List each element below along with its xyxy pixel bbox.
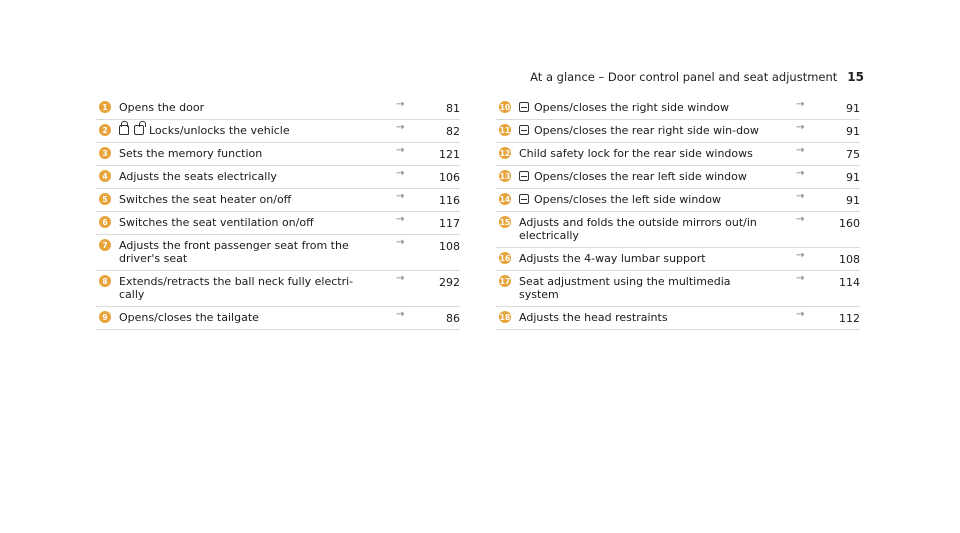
item-description	[119, 239, 369, 265]
item-description	[119, 193, 369, 206]
item-number-badge: 16	[499, 253, 511, 263]
item-description	[519, 193, 769, 206]
reference-arrow-icon: →	[796, 99, 805, 110]
header-title: At a glance – Door control panel and seat adjustment	[530, 70, 838, 84]
item-number-badge: 2	[99, 124, 111, 136]
item-number-badge: 9	[99, 311, 111, 323]
item-text: Adjusts the front passenger seat from the driver's seat	[119, 239, 349, 265]
item-text: Opens/closes the rear right side win-dow	[534, 124, 759, 137]
item-text: Seat adjustment using the multimedia system	[519, 275, 731, 301]
page-reference-link[interactable]: 112	[839, 312, 860, 325]
item-number-badge: 4	[99, 170, 111, 182]
item-description	[119, 147, 369, 160]
list-item	[496, 271, 860, 307]
page-reference-link[interactable]: 91	[846, 102, 860, 115]
reference-arrow-icon: →	[396, 309, 405, 320]
item-number-badge: 7	[99, 239, 111, 251]
item-description	[119, 216, 369, 229]
page-reference-link[interactable]: 81	[446, 102, 460, 115]
list-item	[496, 307, 860, 330]
page-reference-link[interactable]: 91	[846, 125, 860, 138]
item-number-badge: 10	[499, 102, 511, 112]
item-description	[519, 216, 769, 242]
list-item	[496, 97, 860, 120]
page-reference-link[interactable]: 117	[439, 217, 460, 230]
reference-arrow-icon: →	[396, 273, 405, 284]
list-item	[96, 271, 460, 307]
item-description	[119, 275, 369, 301]
reference-arrow-icon: →	[796, 273, 805, 284]
window-icon	[519, 125, 529, 135]
item-text: Opens the door	[119, 101, 205, 114]
item-description	[519, 124, 769, 137]
item-number-badge: 15	[499, 217, 511, 227]
item-description	[519, 311, 769, 324]
item-text: Opens/closes the left side window	[534, 193, 722, 206]
item-text: Switches the seat heater on/off	[119, 193, 292, 206]
window-icon	[519, 194, 529, 204]
right-column	[496, 97, 860, 330]
window-icon	[519, 102, 529, 112]
reference-arrow-icon: →	[396, 237, 405, 248]
item-number-badge: 14	[499, 194, 511, 204]
item-number-badge: 5	[99, 193, 111, 205]
item-text: Adjusts the seats electrically	[119, 170, 277, 183]
page-reference-link[interactable]: 108	[439, 240, 460, 253]
list-item	[496, 166, 860, 189]
reference-arrow-icon: →	[396, 168, 405, 179]
reference-arrow-icon: →	[796, 309, 805, 320]
item-description	[119, 101, 369, 114]
page-reference-link[interactable]: 91	[846, 171, 860, 184]
item-number-badge: 8	[99, 275, 111, 287]
list-item	[496, 212, 860, 248]
item-description	[519, 147, 769, 160]
page-reference-link[interactable]: 121	[439, 148, 460, 161]
item-text: Opens/closes the tailgate	[119, 311, 259, 324]
item-number-badge: 17	[499, 276, 511, 286]
list-item	[496, 143, 860, 166]
item-description	[119, 311, 369, 324]
item-number-badge: 1	[99, 101, 111, 113]
item-text: Switches the seat ventilation on/off	[119, 216, 314, 229]
page-number: 15	[847, 70, 864, 84]
reference-arrow-icon: →	[796, 191, 805, 202]
item-text: Child safety lock for the rear side windows	[519, 147, 753, 160]
page-reference-link[interactable]: 82	[446, 125, 460, 138]
lock-icon	[119, 125, 129, 135]
list-item	[496, 189, 860, 212]
reference-arrow-icon: →	[796, 145, 805, 156]
item-number-badge: 12	[499, 148, 511, 158]
item-text: Opens/closes the right side window	[534, 101, 730, 114]
item-text: Adjusts and folds the outside mirrors out/in electrically	[519, 216, 757, 242]
page-reference-link[interactable]: 108	[839, 253, 860, 266]
item-number-badge: 6	[99, 216, 111, 228]
reference-arrow-icon: →	[396, 122, 405, 133]
page-reference-link[interactable]: 116	[439, 194, 460, 207]
item-text: Sets the memory function	[119, 147, 263, 160]
list-item	[96, 307, 460, 330]
list-item	[96, 235, 460, 271]
item-number-badge: 13	[499, 171, 511, 181]
page-reference-link[interactable]: 160	[839, 217, 860, 230]
page-header	[530, 70, 864, 84]
item-text: Adjusts the 4-way lumbar support	[519, 252, 706, 265]
left-column	[96, 97, 460, 330]
list-item	[96, 143, 460, 166]
list-item	[496, 248, 860, 271]
list-item	[96, 189, 460, 212]
item-number-badge: 18	[499, 312, 511, 322]
reference-arrow-icon: →	[396, 214, 405, 225]
item-description	[519, 275, 769, 301]
page-reference-link[interactable]: 106	[439, 171, 460, 184]
reference-arrow-icon: →	[396, 99, 405, 110]
unlock-icon	[134, 125, 144, 135]
reference-arrow-icon: →	[396, 145, 405, 156]
reference-arrow-icon: →	[796, 168, 805, 179]
list-item	[96, 166, 460, 189]
reference-arrow-icon: →	[796, 214, 805, 225]
item-description	[519, 252, 769, 265]
item-number-badge: 11	[499, 125, 511, 135]
item-text: Opens/closes the rear left side window	[534, 170, 747, 183]
item-description	[519, 101, 769, 114]
reference-arrow-icon: →	[396, 191, 405, 202]
page-reference-link[interactable]: 114	[839, 276, 860, 289]
item-description	[519, 170, 769, 183]
item-description	[119, 124, 369, 137]
page-reference-link[interactable]: 75	[846, 148, 860, 161]
page-reference-link[interactable]: 292	[439, 276, 460, 289]
reference-arrow-icon: →	[796, 250, 805, 261]
page-reference-link[interactable]: 91	[846, 194, 860, 207]
item-text: Locks/unlocks the vehicle	[149, 124, 290, 137]
list-item	[96, 212, 460, 235]
list-item	[96, 97, 460, 120]
list-item	[496, 120, 860, 143]
item-text: Adjusts the head restraints	[519, 311, 668, 324]
reference-arrow-icon: →	[796, 122, 805, 133]
window-icon	[519, 171, 529, 181]
list-item	[96, 120, 460, 143]
item-description	[119, 170, 369, 183]
item-number-badge: 3	[99, 147, 111, 159]
page-reference-link[interactable]: 86	[446, 312, 460, 325]
item-text: Extends/retracts the ball neck fully electri-cally	[119, 275, 354, 301]
